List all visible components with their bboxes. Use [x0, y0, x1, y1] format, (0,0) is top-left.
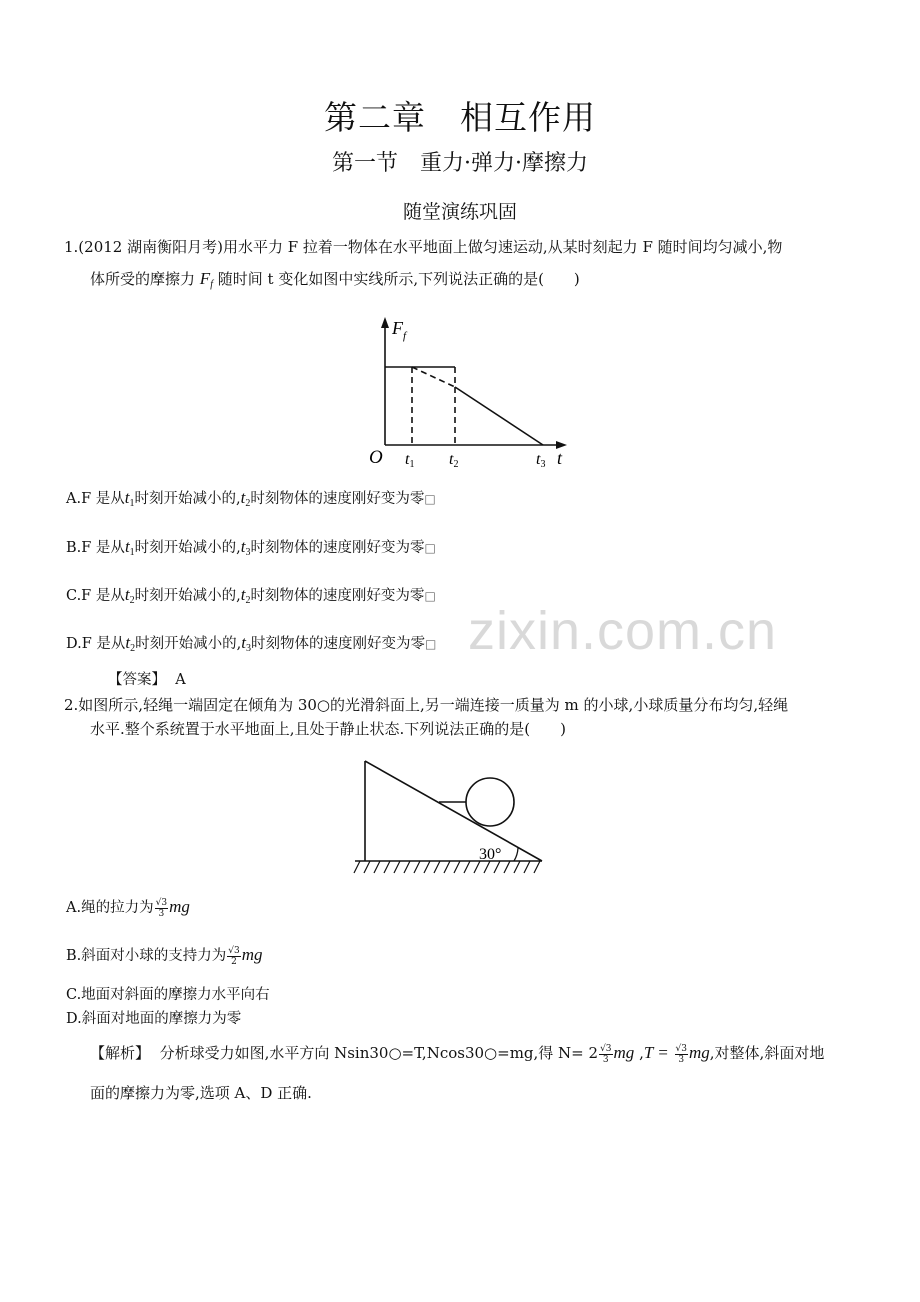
q2-line1: 2.如图所示,轻绳一端固定在倾角为 30○的光滑斜面上,另一端连接一质量为 m 的小球,小球质量分布均匀,轻绳	[64, 696, 789, 714]
answer-value: A	[175, 672, 186, 688]
q1-option-b: B.F 是从$t_1$时刻开始减小的$,t_3$时刻物体的速度刚好变为零□	[66, 537, 436, 558]
q2-option-c: C.地面对斜面的摩擦力水平向右	[66, 987, 270, 1003]
q1-line1: 1.(2012 湖南衡阳月考)用水平力 F 拉着一物体在水平地面上做匀速运动,从某时刻起力 F 随时间均匀减小,物	[64, 238, 783, 256]
analysis-line1: 【解析】 分析球受力如图,水平方向 Nsin30○=T,Ncos30○=mg,得 N= 2 $\frac{√3}{3}$ mg ,T = $\frac{√3}{3}$ mg,对整体,斜面对地	[90, 1043, 825, 1065]
q1-line2-b: 随时间 t 变化如图中实线所示,下列说法正确的是( )	[217, 270, 580, 288]
fraction-sqrt3-over-2: $\frac{√3}{2}$	[228, 945, 240, 967]
fraction-sqrt3-over-3: $\frac{√3}{3}$	[155, 897, 168, 919]
analysis-line2: 面的摩擦力为零,选项 A、D 正确.	[90, 1084, 312, 1102]
incline-slope	[365, 761, 542, 861]
chapter-title: 第二章 相互作用	[324, 98, 596, 137]
q1-option-d: D.F 是从$t_2$时刻开始减小的$,t_3$时刻物体的速度刚好变为零□	[66, 633, 437, 654]
subtitle: 随堂演练巩固	[402, 201, 517, 223]
q2-option-b: B.斜面对小球的支持力为 $\frac{√3}{2}$ mg	[66, 945, 263, 967]
q1-option-a: A.F 是从$t_1$时刻开始减小的$,t_2$时刻物体的速度刚好变为零□	[66, 488, 436, 509]
q2-option-d: D.斜面对地面的摩擦力为零	[66, 1011, 242, 1027]
tick-t3: t3	[536, 451, 546, 470]
ball	[466, 778, 514, 826]
answer-label: 【答案】	[108, 672, 166, 688]
origin-label: O	[369, 447, 383, 468]
x-axis-label: t	[557, 448, 563, 468]
ground-hatching	[354, 861, 540, 873]
tick-t1: t1	[405, 451, 415, 470]
friction-time-graph	[360, 312, 580, 472]
q2-option-a: A.绳的拉力为 $\frac{√3}{3}$ mg	[66, 897, 190, 919]
q1-answer	[108, 668, 186, 689]
angle-label: 30°	[479, 846, 502, 863]
q1-line2-a: 体所受的摩擦力	[90, 270, 196, 288]
watermark: zixin.com.cn	[468, 601, 778, 661]
q1-option-c: C.F 是从$t_2$时刻开始减小的$,t_2$时刻物体的速度刚好变为零□	[66, 585, 436, 606]
y-axis-arrow	[381, 317, 389, 328]
section-title: 第一节 重力·弹力·摩擦力	[332, 151, 588, 176]
dashed-decrease-segment	[412, 367, 455, 387]
q1-line2	[90, 268, 580, 290]
y-axis-label: $F_f$	[392, 318, 407, 342]
q2-line2: 水平.整个系统置于水平地面上,且处于静止状态.下列说法正确的是( )	[90, 720, 567, 738]
analysis-label: 【解析】	[90, 1044, 151, 1062]
incline-ball-diagram	[350, 755, 550, 880]
ff-symbol: $F_f$	[199, 269, 213, 290]
angle-arc	[514, 848, 518, 861]
solid-decrease-segment	[455, 387, 543, 445]
tick-t2: t2	[449, 451, 459, 470]
